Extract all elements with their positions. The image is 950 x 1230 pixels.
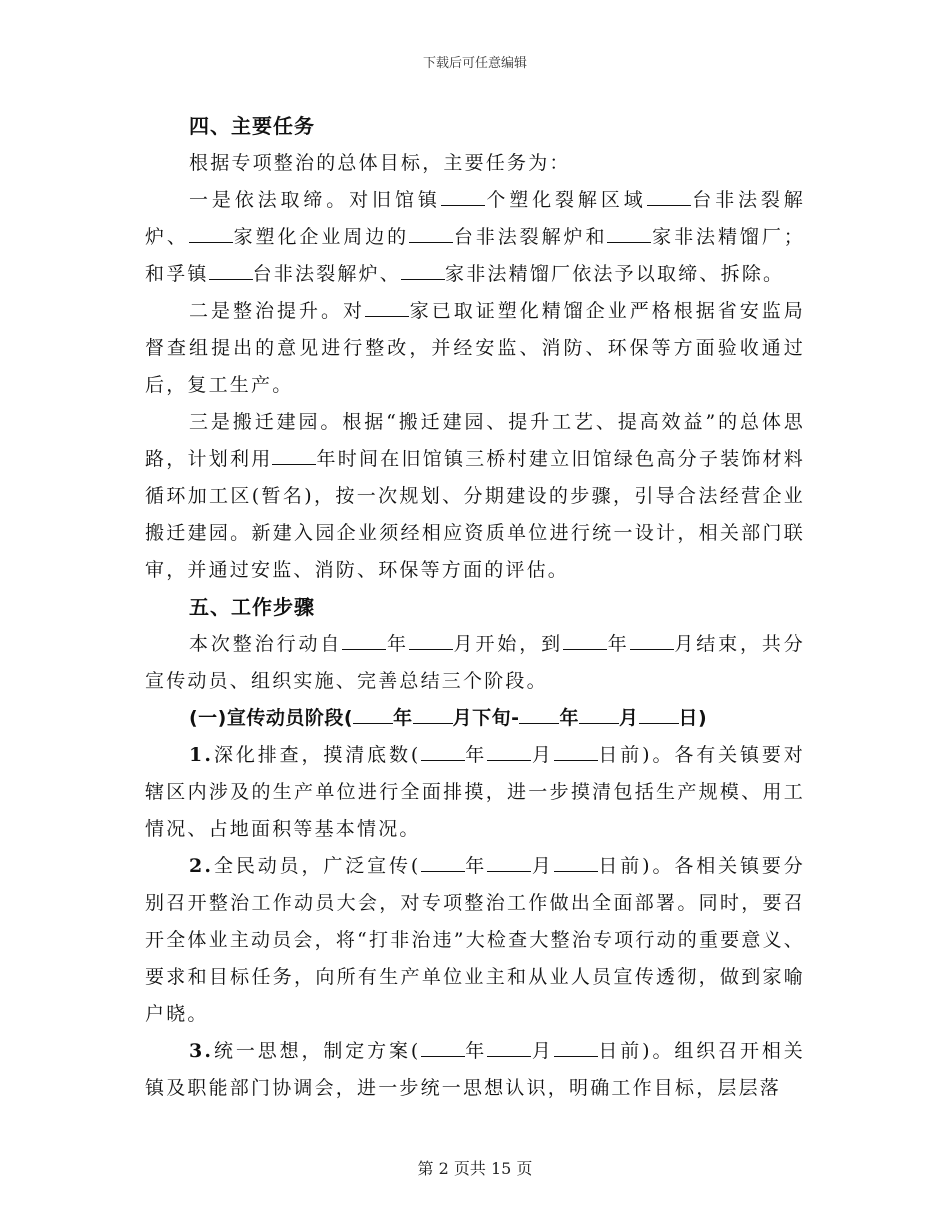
blank-field (607, 220, 651, 243)
stage-heading-mobilization: (一)宣传动员阶段( 年 月下旬- 年 月 日) (145, 700, 805, 737)
section-heading-main-tasks: 四、主要任务 (189, 114, 315, 138)
page-number-footer: 第 2 页共 15 页 (417, 1159, 533, 1178)
paragraph-task-2: 二是整治提升。对 家已取证塑化精馏企业严格根据省安监局督查组提出的意见进行整改，并经安监、消防、环保等方面验收通过后，复工生产。 (145, 293, 805, 404)
blank-field (554, 738, 598, 761)
blank-field (421, 849, 465, 872)
paragraph-item-2: 2.全民动员，广泛宣传( 年 月 日前)。各相关镇要分别召开整治工作动员大会，对专项整治工作做出全面部署。同时，要召开全体业主动员会，将“打非治违”大检查大整治专项行动的重要意义、要求和目标任务，向所有生产单位业主和从业人员宣传透彻，做到家喻户晓。 (145, 848, 805, 1033)
blank-field (441, 183, 485, 206)
blank-field (353, 701, 393, 724)
blank-field (554, 849, 598, 872)
blank-field (630, 627, 674, 650)
blank-field (421, 738, 465, 761)
blank-field (401, 257, 445, 280)
blank-field (189, 220, 233, 243)
blank-field (639, 701, 679, 724)
blank-field (413, 701, 453, 724)
page-header: 下载后可任意编辑 (422, 56, 527, 71)
paragraph-main-tasks-intro: 根据专项整治的总体目标，主要任务为： (189, 152, 571, 174)
blank-field (554, 1034, 598, 1057)
blank-field (647, 183, 691, 206)
blank-field (563, 627, 607, 650)
blank-field (487, 849, 531, 872)
blank-field (409, 220, 453, 243)
paragraph-task-1: 一是依法取缔。对旧馆镇 个塑化裂解区域 台非法裂解炉、 家塑化企业周边的 台非法裂解炉和 家非法精馏厂；和孚镇 台非法裂解炉、 家非法精馏厂依法予以取缔、拆除。 (145, 182, 805, 293)
blank-field (272, 442, 316, 465)
document-body (145, 108, 805, 1107)
blank-field (209, 257, 253, 280)
blank-field (579, 701, 619, 724)
blank-field (409, 627, 453, 650)
paragraph-item-1: 1.深化排查，摸清底数( 年 月 日前)。各有关镇要对辖区内涉及的生产单位进行全面排摸，进一步摸清包括生产规模、用工情况、占地面积等基本情况。 (145, 737, 805, 848)
blank-field (365, 294, 409, 317)
blank-field (487, 1034, 531, 1057)
blank-field (421, 1034, 465, 1057)
paragraph-item-3: 3.统一思想，制定方案( 年 月 日前)。组织召开相关镇及职能部门协调会，进一步统一思想认识，明确工作目标，层层落 (145, 1033, 805, 1107)
blank-field (519, 701, 559, 724)
blank-field (487, 738, 531, 761)
paragraph-task-3: 三是搬迁建园。根据“搬迁建园、提升工艺、提高效益”的总体思路，计划利用 年时间在旧馆镇三桥村建立旧馆绿色高分子装饰材料循环加工区(暂名)，按一次规划、分期建设的步骤，引导合法经营企业搬迁建园。新建入园企业须经相应资质单位进行统一设计，相关部门联审，并通过安监、消防、环保等方面的评估。 (145, 411, 805, 581)
paragraph-work-steps-intro: 本次整治行动自 年 月开始，到 年 月结束，共分宣传动员、组织实施、完善总结三个阶段。 (145, 626, 805, 700)
section-heading-work-steps: 五、工作步骤 (189, 595, 315, 619)
blank-field (342, 627, 386, 650)
